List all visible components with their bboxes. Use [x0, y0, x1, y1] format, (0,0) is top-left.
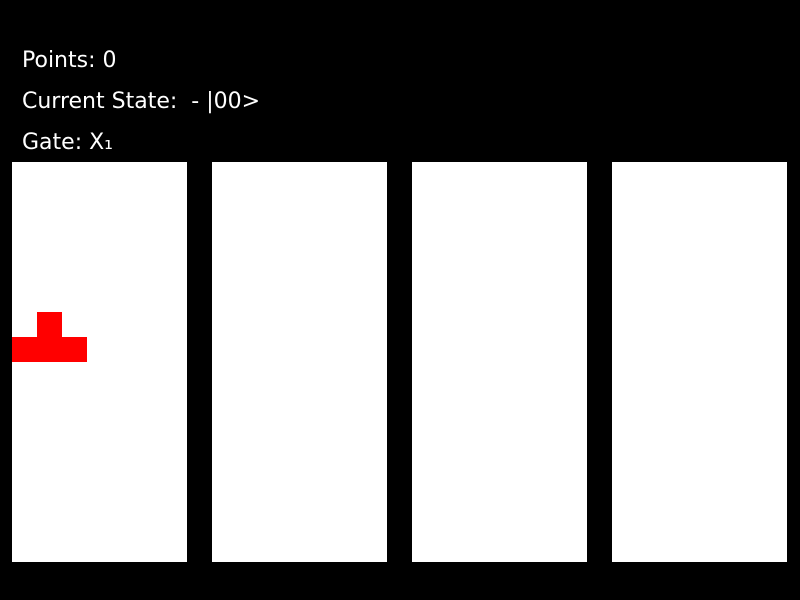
piece-cell: [62, 337, 87, 362]
current-state-value: - |00>: [184, 89, 261, 114]
piece-cell: [37, 337, 62, 362]
piece-cell: [37, 312, 62, 337]
points-value: 0: [102, 48, 117, 73]
current-state-display: [22, 89, 260, 115]
gate-label: Gate:: [22, 130, 90, 155]
board-3[interactable]: [412, 162, 587, 562]
board-4[interactable]: [612, 162, 787, 562]
points-label: Points:: [22, 48, 103, 73]
piece-cell: [12, 337, 37, 362]
gate-value: X₁: [89, 130, 113, 155]
board-2[interactable]: [212, 162, 387, 562]
points-display: [22, 48, 117, 74]
gate-display: [22, 130, 113, 156]
board-1[interactable]: [12, 162, 187, 562]
current-state-label: Current State:: [22, 89, 185, 114]
